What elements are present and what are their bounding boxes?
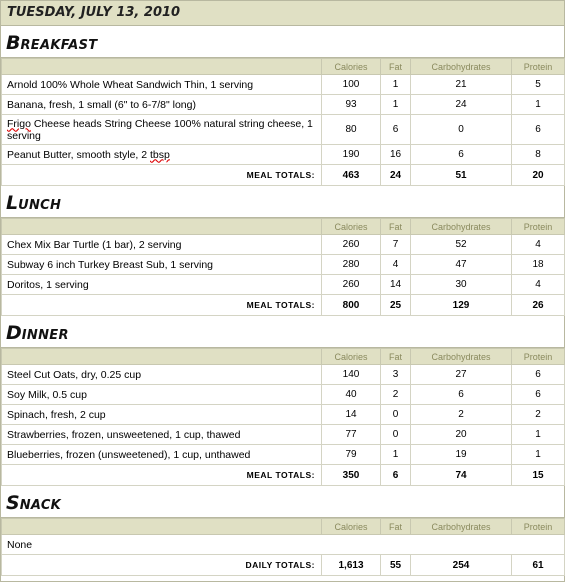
food-protein: 6 (512, 365, 565, 385)
spellcheck-word: Frigo (7, 117, 31, 130)
food-fat: 1 (381, 75, 411, 95)
meal-title-initial: L (6, 192, 19, 214)
food-row (2, 535, 565, 555)
food-protein: 6 (512, 385, 565, 405)
food-protein: 1 (512, 445, 565, 465)
food-row (2, 235, 565, 255)
total-fat: 25 (381, 295, 411, 316)
total-calories: 800 (322, 295, 381, 316)
food-name: Blueberries, frozen (unsweetened), 1 cup, unthawed (2, 445, 322, 465)
food-protein: 5 (512, 75, 565, 95)
daily-totals-row (2, 555, 565, 576)
food-row (2, 365, 565, 385)
header-calories: Calories (322, 59, 381, 75)
meal-title-snack (1, 486, 564, 518)
meal-title-initial: B (6, 32, 21, 54)
food-fat: 0 (381, 405, 411, 425)
snack-table (1, 518, 565, 576)
header-name (2, 219, 322, 235)
food-name: Doritos, 1 serving (2, 275, 322, 295)
food-fat: 4 (381, 255, 411, 275)
food-fat: 6 (381, 115, 411, 145)
meal-title-rest: UNCH (18, 198, 62, 213)
food-calories: 79 (322, 445, 381, 465)
header-protein: Protein (512, 349, 565, 365)
food-carbs: 20 (411, 425, 512, 445)
food-calories: 40 (322, 385, 381, 405)
header-row (2, 519, 565, 535)
total-fat: 24 (381, 165, 411, 186)
food-protein: 2 (512, 405, 565, 425)
meal-title-lunch (1, 186, 564, 218)
header-fat: Fat (381, 349, 411, 365)
total-protein: 15 (512, 465, 565, 486)
meal-totals-label: MEAL TOTALS: (2, 165, 322, 186)
food-row (2, 445, 565, 465)
food-calories: 80 (322, 115, 381, 145)
header-protein: Protein (512, 519, 565, 535)
daily-totals-label: DAILY TOTALS: (2, 555, 322, 576)
lunch-table (1, 218, 565, 316)
total-carbs: 129 (411, 295, 512, 316)
food-name: Banana, fresh, 1 small (6" to 6-7/8" long) (2, 95, 322, 115)
header-row (2, 219, 565, 235)
diary-date: TUESDAY, JULY 13, 2010 (1, 1, 564, 26)
food-protein: 18 (512, 255, 565, 275)
food-name: Steel Cut Oats, dry, 0.25 cup (2, 365, 322, 385)
header-fat: Fat (381, 219, 411, 235)
food-fat: 1 (381, 445, 411, 465)
header-row (2, 349, 565, 365)
food-name: Soy Milk, 0.5 cup (2, 385, 322, 405)
meal-title-initial: S (6, 492, 20, 514)
food-carbs: 19 (411, 445, 512, 465)
food-protein: 1 (512, 95, 565, 115)
food-name: Strawberries, frozen, unsweetened, 1 cup, thawed (2, 425, 322, 445)
food-name: Arnold 100% Whole Wheat Sandwich Thin, 1 serving (2, 75, 322, 95)
food-calories: 100 (322, 75, 381, 95)
food-carbs: 6 (411, 385, 512, 405)
food-row (2, 75, 565, 95)
food-calories: 260 (322, 235, 381, 255)
meal-totals-row (2, 465, 565, 486)
daily-total-protein: 61 (512, 555, 565, 576)
meal-title-initial: D (6, 322, 22, 344)
food-calories: 93 (322, 95, 381, 115)
header-carbohydrates: Carbohydrates (411, 349, 512, 365)
header-name (2, 519, 322, 535)
food-row (2, 255, 565, 275)
food-row (2, 145, 565, 165)
meal-title-rest: NACK (19, 498, 62, 513)
food-name-rest: Cheese heads String Cheese 100% natural string cheese, 1 serving (7, 117, 313, 142)
food-fat: 3 (381, 365, 411, 385)
food-row (2, 385, 565, 405)
food-calories: 14 (322, 405, 381, 425)
food-fat: 2 (381, 385, 411, 405)
food-calories: 190 (322, 145, 381, 165)
header-calories: Calories (322, 219, 381, 235)
food-carbs: 0 (411, 115, 512, 145)
food-fat: 14 (381, 275, 411, 295)
daily-total-carbs: 254 (411, 555, 512, 576)
header-protein: Protein (512, 219, 565, 235)
food-row (2, 95, 565, 115)
food-name (2, 145, 322, 165)
food-calories: 260 (322, 275, 381, 295)
total-carbs: 74 (411, 465, 512, 486)
meal-totals-row (2, 295, 565, 316)
meal-title-breakfast (1, 26, 564, 58)
food-fat: 0 (381, 425, 411, 445)
food-calories: 77 (322, 425, 381, 445)
header-fat: Fat (381, 59, 411, 75)
meal-title-rest: REAKFAST (20, 38, 98, 53)
food-carbs: 47 (411, 255, 512, 275)
food-name-start: Peanut Butter, smooth style, 2 (7, 148, 150, 161)
total-calories: 463 (322, 165, 381, 186)
food-row (2, 115, 565, 145)
total-carbs: 51 (411, 165, 512, 186)
header-name (2, 59, 322, 75)
daily-total-calories: 1,613 (322, 555, 381, 576)
header-calories: Calories (322, 349, 381, 365)
dinner-table (1, 348, 565, 486)
food-name: Chex Mix Bar Turtle (1 bar), 2 serving (2, 235, 322, 255)
header-carbohydrates: Carbohydrates (411, 59, 512, 75)
food-protein: 4 (512, 235, 565, 255)
food-carbs: 27 (411, 365, 512, 385)
food-carbs: 52 (411, 235, 512, 255)
food-row (2, 425, 565, 445)
meal-title-rest: INNER (21, 328, 69, 343)
daily-total-fat: 55 (381, 555, 411, 576)
food-name: Subway 6 inch Turkey Breast Sub, 1 serving (2, 255, 322, 275)
food-carbs: 6 (411, 145, 512, 165)
food-row (2, 275, 565, 295)
food-calories: 280 (322, 255, 381, 275)
food-carbs: 30 (411, 275, 512, 295)
food-calories: 140 (322, 365, 381, 385)
header-calories: Calories (322, 519, 381, 535)
food-protein: 1 (512, 425, 565, 445)
food-protein: 6 (512, 115, 565, 145)
food-protein: 8 (512, 145, 565, 165)
food-row (2, 405, 565, 425)
food-carbs: 2 (411, 405, 512, 425)
breakfast-table (1, 58, 565, 186)
header-row (2, 59, 565, 75)
header-carbohydrates: Carbohydrates (411, 219, 512, 235)
meal-title-dinner (1, 316, 564, 348)
header-carbohydrates: Carbohydrates (411, 519, 512, 535)
food-name: None (2, 535, 565, 555)
total-calories: 350 (322, 465, 381, 486)
food-fat: 1 (381, 95, 411, 115)
meal-totals-row (2, 165, 565, 186)
total-protein: 26 (512, 295, 565, 316)
food-fat: 16 (381, 145, 411, 165)
header-fat: Fat (381, 519, 411, 535)
food-fat: 7 (381, 235, 411, 255)
food-name (2, 115, 322, 145)
food-carbs: 24 (411, 95, 512, 115)
food-carbs: 21 (411, 75, 512, 95)
total-protein: 20 (512, 165, 565, 186)
meal-totals-label: MEAL TOTALS: (2, 465, 322, 486)
header-protein: Protein (512, 59, 565, 75)
food-protein: 4 (512, 275, 565, 295)
food-name: Spinach, fresh, 2 cup (2, 405, 322, 425)
meal-totals-label: MEAL TOTALS: (2, 295, 322, 316)
header-name (2, 349, 322, 365)
total-fat: 6 (381, 465, 411, 486)
spellcheck-word: tbsp (150, 148, 170, 161)
